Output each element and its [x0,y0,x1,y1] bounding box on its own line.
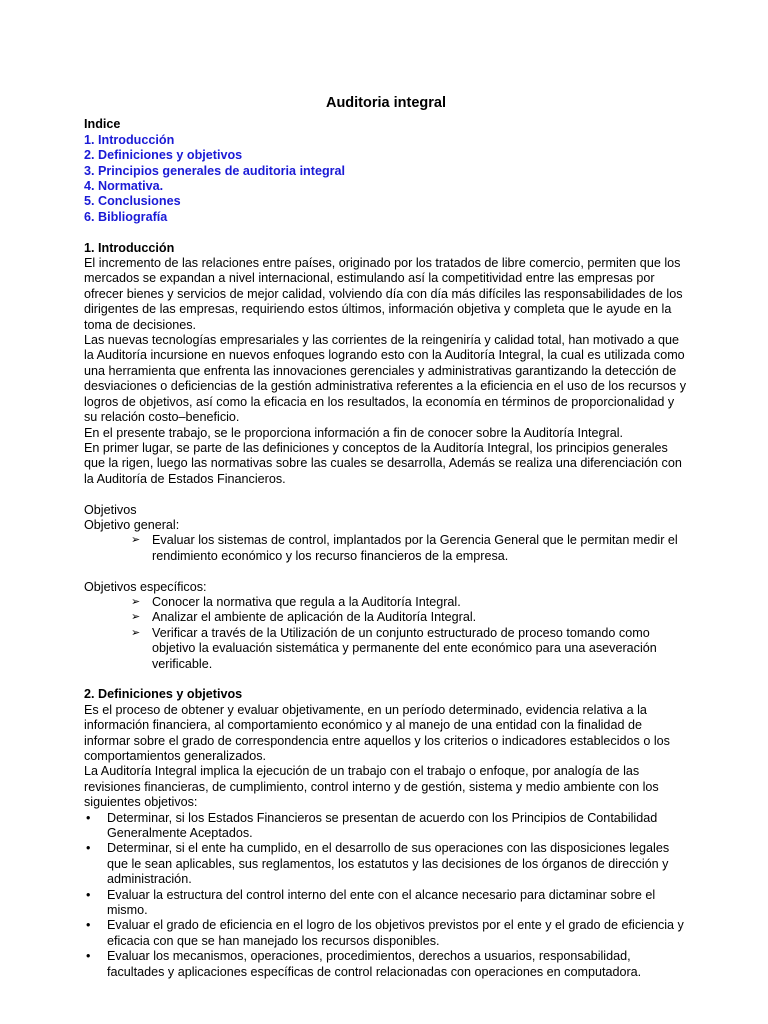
list-item-text: Analizar el ambiente de aplicación de la Auditoría Integral. [152,610,477,625]
table-of-contents [84,133,688,225]
list-item-text: Evaluar el grado de eficiencia en el logro de los objetivos previstos por el ente y el grado de eficiencia y eficacia con que se han manejado los recursos disponibles. [107,918,684,948]
list-item [84,610,688,625]
list-item [84,595,688,610]
arrow-bullet-icon: ➢ [131,595,141,608]
list-item [84,888,688,919]
objectives-heading: Objetivos [84,502,137,517]
list-item [84,811,688,842]
toc-link-conclusiones[interactable]: 5. Conclusiones [84,194,181,209]
arrow-bullet-icon: ➢ [131,534,141,547]
paragraph: En primer lugar, se parte de las definiciones y conceptos de la Auditoría Integral, los principios generales que la rigen, luego las normativas sobre las cuales se desarrolla, Además se realiza una diferenciación con la Auditoría de Estados Financieros. [84,440,682,486]
bullet-icon: • [86,810,91,825]
general-objectives-list [84,533,688,564]
index-heading: Indice [84,117,121,132]
specific-objectives-list [84,595,688,672]
paragraph: El incremento de las relaciones entre países, originado por los tratados de libre comercio, permiten que los mercados se expandan a nivel internacional, estimulando así la competitividad entre las empresas por ofrecer bienes y servicios de mejor calidad, volviendo día con día más difíciles las responsabilidades de los dirigentes de las empresas, requiriendo estos últimos, información objetiva y completa que le ayude en la toma de decisiones. [84,256,683,332]
toc-link-introduccion[interactable]: 1. Introducción [84,132,175,147]
list-item [84,918,688,949]
arrow-bullet-icon: ➢ [131,611,141,624]
arrow-bullet-icon: ➢ [131,626,141,639]
toc-link-normativa[interactable]: 4. Normativa. [84,179,164,194]
toc-link-bibliografia[interactable]: 6. Bibliografía [84,209,168,224]
list-item-text: Determinar, si los Estados Financieros se presentan de acuerdo con los Principios de Contabilidad Generalmente Aceptados. [107,810,658,841]
bullet-icon: • [86,841,91,856]
paragraph: Es el proceso de obtener y evaluar objetivamente, en un período determinado, evidencia relativa a la información financiera, al comportamiento económico y al manejo de una entidad con la finalidad de informar sobre el grado de correspondencia entre aquellos y los criterios o indicadores establecidos o los comportamientos generalizados. [84,702,670,763]
bullet-icon: • [86,918,91,933]
list-item-text: Evaluar los mecanismos, operaciones, procedimientos, derechos a usuarios, responsabilidad, facultades y aplicaciones específicas de control relacionadas con operaciones en computadora. [107,949,642,979]
list-item [84,949,688,980]
toc-link-definiciones[interactable]: 2. Definiciones y objetivos [84,148,243,163]
bullet-icon: • [86,949,91,964]
spacer [84,672,688,687]
list-item-text: Conocer la normativa que regula a la Auditoría Integral. [152,594,461,609]
specific-objectives-label: Objetivos específicos: [84,579,207,594]
section-heading-introduccion: 1. Introducción [84,240,175,255]
list-item [84,626,688,672]
section-heading-definiciones: 2. Definiciones y objetivos [84,687,243,702]
spacer [84,564,688,579]
list-item-text: Verificar a través de la Utilización de un conjunto estructurado de proceso tomando como objetivo la evaluación sistemática y permanente del ente económico para una aseveración verificable. [152,625,657,671]
general-objective-label: Objetivo general: [84,517,180,532]
paragraph: La Auditoría Integral implica la ejecución de un trabajo con el trabajo o enfoque, por analogía de las revisiones financieras, de cumplimiento, control interno y de gestión, sistema y medio ambiente con los siguientes objetivos: [84,764,659,810]
spacer [84,225,688,240]
paragraph: Las nuevas tecnologías empresariales y las corrientes de la reingeniría y calidad total, han motivado a que la Auditoría incursione en nuevos enfoques logrando esto con la Auditoría Integral, la cual es utilizada como una herramienta que enfrenta las innovaciones gerenciales y administrativas garantizando la detección de desviaciones o deficiencias de la gestión administrativa referentes a la eficiencia en el uso de los recursos y logros de objetivos, así como la eficacia en los resultados, la economía en términos de proporcionalidad y su relación costo–beneficio. [84,333,687,425]
list-item [84,841,688,887]
spacer [84,487,688,502]
bullet-icon: • [86,887,91,902]
list-item-text: Evaluar la estructura del control interno del ente con el alcance necesario para dictaminar sobre el mismo. [107,887,656,918]
page-title: Auditoria integral [325,95,447,111]
paragraph: En el presente trabajo, se le proporciona información a fin de conocer sobre la Auditoría Integral. [84,425,624,440]
toc-link-principios[interactable]: 3. Principios generales de auditoria integral [84,163,346,178]
document-body [84,96,688,980]
list-item-text: Determinar, si el ente ha cumplido, en el desarrollo de sus operaciones con las disposiciones legales que le sean aplicables, sus reglamentos, los estatutos y las decisiones de los órganos de dirección y administración. [107,841,670,887]
definitions-objectives-list [84,811,688,980]
list-item-text: Evaluar los sistemas de control, implantados por la Gerencia General que le permitan medir el rendimiento económico y los recurso financieros de la empresa. [152,533,678,563]
list-item [84,533,688,564]
